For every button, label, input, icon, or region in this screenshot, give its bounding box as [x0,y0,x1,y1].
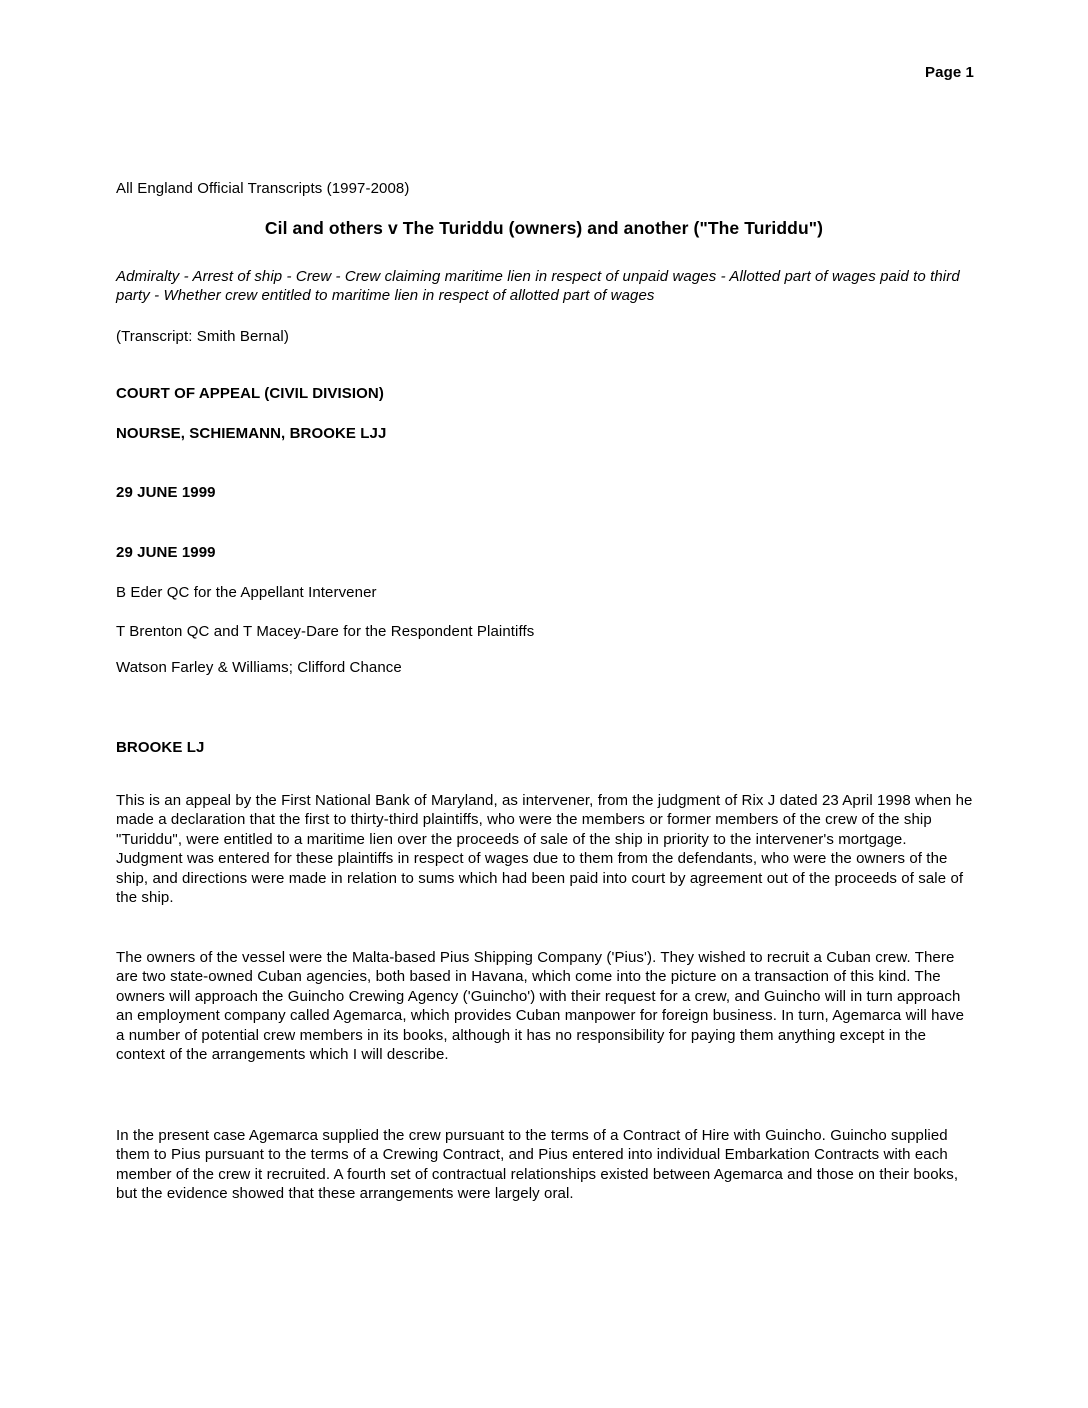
solicitor-firms: Watson Farley & Williams; Clifford Chance [116,659,402,676]
page-number: Page 1 [925,64,974,81]
judgment-author: BROOKE LJ [116,739,205,756]
catchwords: Admiralty - Arrest of ship - Crew - Crew claiming maritime lien in respect of unpaid wages - Allotted part of wages paid to third party - Whether crew entitled to maritime lien in respect of allotted part of wages [116,268,960,305]
counsel-appellant: B Eder QC for the Appellant Intervener [116,584,377,601]
case-title: Cil and others v The Turiddu (owners) and another ("The Turiddu") [264,218,824,238]
judgment-date: 29 JUNE 1999 [116,544,216,561]
judgment-paragraph: The owners of the vessel were the Malta-based Pius Shipping Company ('Pius'). They wished to recruit a Cuban crew. There are two state-owned Cuban agencies, both based in Havana, which come into the picture on a transaction of this kind. The owners will approach the Guincho Crewing Agency ('Guincho') with their request for a crew, and Guincho will in turn approach an employment company called Agemarca, which provides Cuban manpower for foreign business. In turn, Agemarca will have a number of potential crew members in its books, although it has no responsibility for paying them anything except in the context of the arrangements which I will describe. [116,949,965,1064]
judges-names: NOURSE, SCHIEMANN, BROOKE LJJ [116,425,387,442]
counsel-respondent: T Brenton QC and T Macey-Dare for the Respondent Plaintiffs [116,623,535,640]
judgment-paragraph: This is an appeal by the First National Bank of Maryland, as intervener, from the judgment of Rix J dated 23 April 1998 when he made a declaration that the first to thirty-third plaintiffs, who were the members or former members of the crew of the ship "Turiddu", were entitled to a maritime lien over the proceeds of sale of the ship in priority to the intervener's mortgage. Judgment was entered for these plaintiffs in respect of wages due to them from the defendants, who were the owners of the ship, and directions were made in relation to sums which had been paid into court by agreement out of the proceeds of sale of the ship. [116,792,973,907]
hearing-date: 29 JUNE 1999 [116,484,216,501]
court-name: COURT OF APPEAL (CIVIL DIVISION) [116,385,384,402]
judgment-paragraph: In the present case Agemarca supplied the crew pursuant to the terms of a Contract of Hire with Guincho. Guincho supplied them to Pius pursuant to the terms of a Crewing Contract, and Pius entered into individual Embarkation Contracts with each member of the crew it recruited. A fourth set of contractual relationships existed between Agemarca and those on their books, but the evidence showed that these arrangements were largely oral. [116,1127,959,1203]
source-series-title: All England Official Transcripts (1997-2008) [116,180,410,197]
transcript-note: (Transcript: Smith Bernal) [116,328,289,345]
